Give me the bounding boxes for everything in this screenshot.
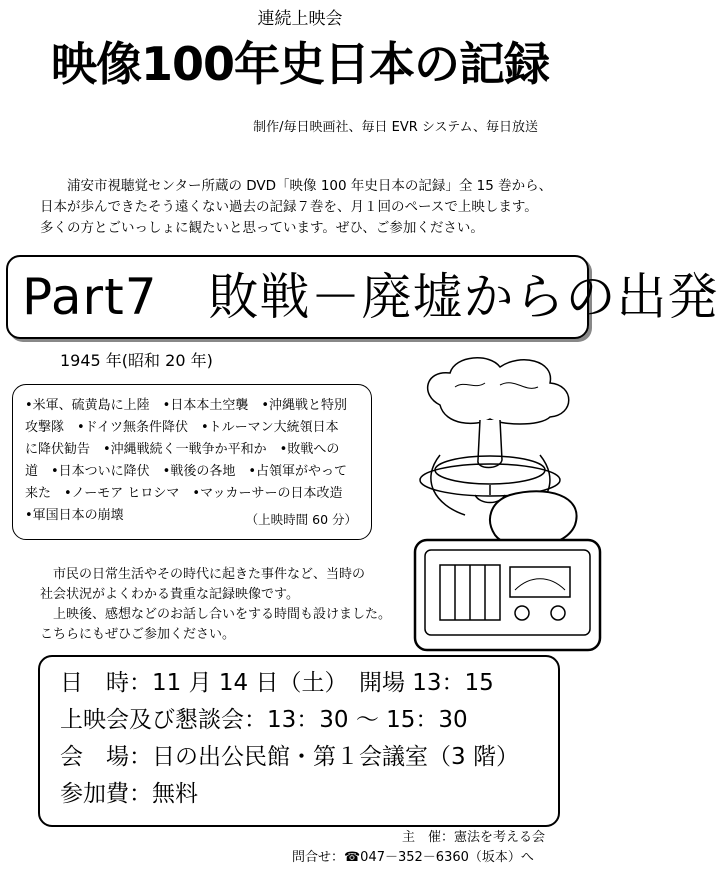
event-venue: 会 場：日の出公民館・第１会議室（3 階） xyxy=(60,744,519,770)
footer xyxy=(291,828,545,868)
runtime-label: （上映時間 60 分） xyxy=(245,512,357,527)
intro-line: 日本が歩んできたそう遠くない過去の記録７巻を、月１回のペースで上映します。 xyxy=(40,199,538,215)
intro-line: 多くの方とごいっしょに観たいと思っています。ぜひ、ご参加ください。 xyxy=(40,220,484,236)
radio-mushroom-cloud-illustration xyxy=(380,345,600,645)
contents-line: •米軍、硫黄島に上陸 •日本本土空襲 •沖縄戦と特別 xyxy=(25,398,348,413)
intro-text xyxy=(40,176,580,239)
event-info-box xyxy=(38,655,560,827)
contents-box xyxy=(12,384,372,540)
contents-line: 道 •日本ついに降伏 •戦後の各地 •占領軍がやって xyxy=(25,464,348,479)
page-title: 映像100年史日本の記録 xyxy=(50,37,550,91)
contents-line: 攻撃隊 •ドイツ無条件降伏 •トルーマン大統領日本 xyxy=(25,420,339,435)
contents-line: 来た •ノーモア ヒロシマ •マッカーサーの日本改造 xyxy=(25,486,343,501)
production-credits: 制作/毎日映画社、毎日 EVR システム、毎日放送 xyxy=(253,120,538,135)
contents-line: •軍国日本の崩壊 xyxy=(25,508,124,523)
intro-line: 浦安市視聴覚センター所蔵の DVD「映像 100 年史日本の記録」全 15 巻から、 xyxy=(67,178,553,194)
event-fee: 参加費：無料 xyxy=(60,781,198,807)
description-line: 市民の日常生活やその時代に起きた事件など、当時の xyxy=(53,567,366,582)
description-line: 社会状況がよくわかる貴重な記録映像です。 xyxy=(40,587,299,602)
part-banner: Part7 敗戦－廃墟からの出発 xyxy=(6,255,589,339)
description-line: 上映後、感想などのお話し合いをする時間も設けました。 xyxy=(53,607,392,622)
event-date: 日 時：11 月 14 日（土） 開場 13：15 xyxy=(60,670,494,696)
organizer: 主 催：憲法を考える会 xyxy=(401,830,545,845)
description-text xyxy=(40,565,410,645)
contact: 問合せ：☎047－352－6360（坂本）へ xyxy=(291,850,534,865)
contents-line: に降伏勧告 •沖縄戦続く一戦争か平和か •敗戦への xyxy=(25,442,340,457)
event-session-time: 上映会及び懇談会：13：30 ～ 15：30 xyxy=(60,707,468,733)
year-label: 1945 年(昭和 20 年) xyxy=(60,351,213,370)
description-line: こちらにもぜひご参加ください。 xyxy=(40,627,236,642)
series-label: 連続上映会 xyxy=(257,9,343,29)
